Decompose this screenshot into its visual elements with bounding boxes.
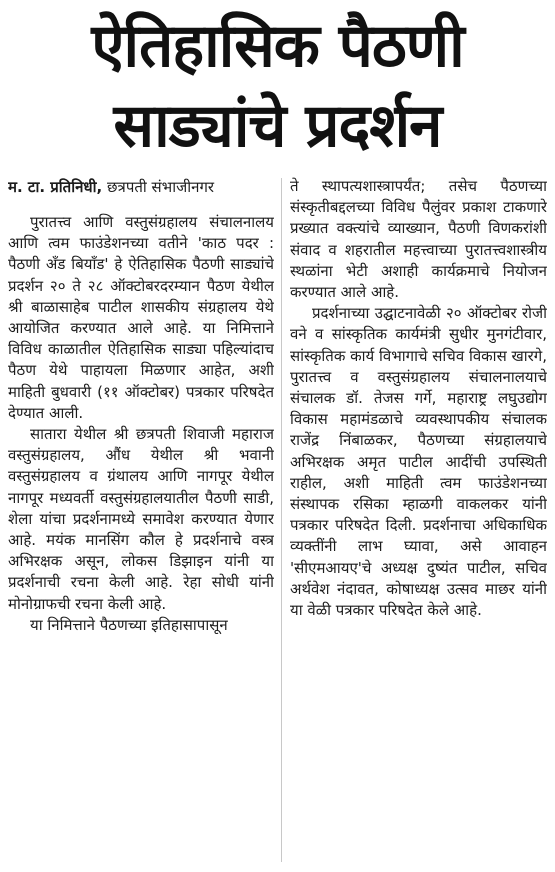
headline-line-2: साड्यांचे प्रदर्शन <box>113 91 442 161</box>
paragraph: ते स्थापत्यशास्त्रापर्यंत; तसेच पैठणच्या संस्कृतीबद्दलच्या विविध पैलुंवर प्रकाश टाकणारे प्रख्यात वक्त्यांचे व्याख्यान, पैठणी विणकरांशी संवाद व शहरातील महत्त्वाच्या पुरातत्त्वशास्त्रीय स्थळांना भेटी अशाही कार्यक्रमाचे नियोजन करण्यात आले आहे. <box>290 177 547 302</box>
paragraph: पुरातत्त्व आणि वस्तुसंग्रहालय संचालनालय आणि त्वम फाउंडेशनच्या वतीने 'काठ पदर : पैठणी अँड बियाँड' हे ऐतिहासिक पैठणी साड्यांचे प्रदर्शन २० ते २८ ऑक्टोबरदरम्यान पैठण येथील श्री बाळासाहेब पाटील शासकीय संग्रहालय येथे आयोजित करण्यात आले आहे. या निमित्ताने विविध काळातील ऐतिहासिक साड्या पहिल्यांदाच पैठण येथे पाहायला मिळणार आहेत, अशी माहिती बुधवारी (११ ऑक्टोबर) पत्रकार परिषदेत देण्यात आली. <box>8 213 274 422</box>
paragraph: प्रदर्शनाच्या उद्घाटनावेळी २० ऑक्टोबर रोजी वने व सांस्कृतिक कार्यमंत्री सुधीर मुनगंटीवार, सांस्कृतिक कार्य विभागाचे सचिव विकास खारगे, पुरातत्त्व व वस्तुसंग्रहालय संचालनालयाचे संचालक डॉ. तेजस गर्गे, महाराष्ट्र लघुउद्योग विकास महामंडळाचे व्यवस्थापकीय संचालक राजेंद्र निंबाळकर, पैठणच्या संग्रहालयाचे अभिरक्षक अमृत पाटील आदींची उपस्थिती राहील, अशी माहिती त्वम फाउंडेशनच्या संस्थापक रसिका म्हाळगी वाकलकर यांनी पत्रकार परिषदेत दिली. प्रदर्शनाचा अधिकाधिक व्यक्तींनी लाभ घ्यावा, असे आवाहन 'सीएमआयए'चे अध्यक्ष दुष्यंत पाटील, सचिव अर्थवेश नंदावत, कोषाध्यक्ष उत्सव माछर यांनी या वेळी पत्रकार परिषदेत केले आहे. <box>290 304 547 620</box>
byline-place: छत्रपती संभाजीनगर <box>102 178 215 196</box>
column-divider <box>281 178 282 862</box>
article-column-left <box>8 176 274 866</box>
byline <box>8 176 274 198</box>
paragraph: या निमित्ताने पैठणच्या इतिहासापासून <box>30 615 228 634</box>
headline <box>8 6 547 166</box>
byline-reporter: म. टा. प्रतिनिधी, <box>8 178 103 196</box>
paragraph: सातारा येथील श्री छत्रपती शिवाजी महाराज वस्तुसंग्रहालय, औंध येथील श्री भवानी वस्तुसंग्रहालय व ग्रंथालय आणि नागपूर येथील नागपूर मध्यवर्ती वस्तुसंग्रहालयातील पैठणी साडी, शेला यांचा प्रदर्शनामध्ये समावेश करण्यात येणार आहे. मयंक मानसिंग कौल हे प्रदर्शनाचे वस्त्र अभिरक्षक असून, लोकस डिझाइन यांनी या प्रदर्शनाची रचना केली आहे. रेहा सोधी यांनी मोनोग्राफची रचना केली आहे. <box>8 425 274 613</box>
article-column-right <box>290 176 547 866</box>
headline-line-1: ऐतिहासिक पैठणी <box>91 11 464 81</box>
